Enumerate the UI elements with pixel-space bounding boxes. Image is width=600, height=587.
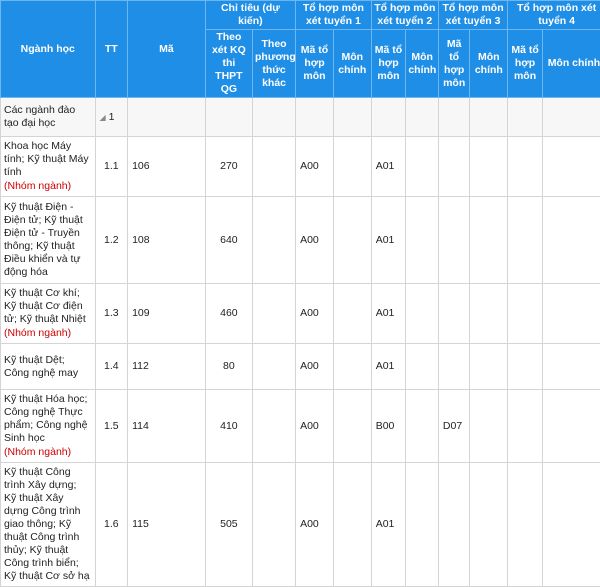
row-th2: A01 [371,137,406,197]
row-mc3 [470,284,508,344]
row-name [1,344,96,390]
row-chi-tieu-thpt: 270 [205,137,252,197]
row-mc1 [333,463,371,587]
row-name [1,390,96,463]
table-row[interactable] [1,463,600,587]
row-mc1 [333,284,371,344]
header-chi-tieu: Chỉ tiêu (dự kiến) [205,1,295,30]
row-chi-tieu-khac [253,344,296,390]
row-th4 [508,137,543,197]
row-th4 [508,197,543,284]
row-th3 [438,137,470,197]
row-mc2 [406,197,439,284]
row-th2: A01 [371,284,406,344]
table-row[interactable] [1,197,600,284]
row-tt: 1.4 [95,344,128,390]
row-chi-tieu-thpt: 505 [205,463,252,587]
row-th1: A00 [296,284,334,344]
row-tt: 1.6 [95,463,128,587]
row-th3: D07 [438,390,470,463]
row-ma: 114 [128,390,206,463]
row-mc3 [470,390,508,463]
row-chi-tieu-thpt [205,98,252,137]
header-tt[interactable]: TT [95,1,128,98]
row-ma: 109 [128,284,206,344]
header-ma-to-hop-2[interactable]: Mã tổ hợp môn [371,30,406,98]
table-row[interactable] [1,344,600,390]
row-mc4 [542,284,600,344]
row-chi-tieu-khac [253,197,296,284]
row-th4 [508,344,543,390]
row-mc2 [406,284,439,344]
row-mc4 [542,98,600,137]
header-to-hop-3: Tổ hợp môn xét tuyển 3 [438,1,507,30]
row-tt: 1.1 [95,137,128,197]
row-chi-tieu-thpt: 640 [205,197,252,284]
row-th3 [438,98,470,137]
row-tt [95,98,128,137]
row-mc4 [542,390,600,463]
header-mon-chinh-3[interactable]: Môn chính [470,30,508,98]
row-th2: B00 [371,390,406,463]
table-row[interactable] [1,284,600,344]
row-th2: A01 [371,344,406,390]
row-name [1,463,96,587]
header-ma[interactable]: Mã [128,1,206,98]
row-ma: 112 [128,344,206,390]
row-chi-tieu-khac [253,390,296,463]
row-name-text: Kỹ thuật Dệt; Công nghệ may [4,354,78,379]
row-mc1 [333,137,371,197]
header-theo-xet-kq[interactable]: Theo xét KQ thi THPT QG [205,30,252,98]
header-ma-to-hop-4[interactable]: Mã tổ hợp môn [508,30,543,98]
header-mon-chinh-4[interactable]: Môn chính [542,30,600,98]
row-th3 [438,463,470,587]
row-name [1,197,96,284]
row-mc4 [542,137,600,197]
row-th1: A00 [296,344,334,390]
row-tt: 1.5 [95,390,128,463]
header-to-hop-1: Tổ hợp môn xét tuyển 1 [296,1,372,30]
row-group-label: (Nhóm ngành) [4,180,91,193]
row-tt: 1.2 [95,197,128,284]
row-mc3 [470,344,508,390]
row-chi-tieu-khac [253,137,296,197]
header-to-hop-2: Tổ hợp môn xét tuyển 2 [371,1,438,30]
row-th2: A01 [371,463,406,587]
row-th4 [508,463,543,587]
row-th4 [508,390,543,463]
row-th4 [508,98,543,137]
row-ma: 108 [128,197,206,284]
row-mc2 [406,98,439,137]
row-th1: A00 [296,390,334,463]
row-th1: A00 [296,137,334,197]
row-th1: A00 [296,197,334,284]
row-ma [128,98,206,137]
row-group-label: (Nhóm ngành) [4,327,91,340]
row-name-text: Kỹ thuật Cơ khí; Kỹ thuật Cơ điện tử; Kỹ thuật Nhiệt [4,287,86,325]
table-header [1,1,600,98]
row-name-text: Kỹ thuật Hóa học; Công nghệ Thực phẩm; Công nghệ Sinh học [4,393,87,444]
row-tt: 1.3 [95,284,128,344]
header-ma-to-hop-3[interactable]: Mã tổ hợp môn [438,30,470,98]
row-mc3 [470,137,508,197]
header-theo-phuong-thuc[interactable]: Theo phương thức khác [253,30,296,98]
table-body [1,98,600,587]
table-row[interactable] [1,390,600,463]
row-ma: 115 [128,463,206,587]
row-th4 [508,284,543,344]
row-mc1 [333,197,371,284]
row-mc2 [406,390,439,463]
row-name: Các ngành đào tạo đại học [1,98,96,137]
row-th3 [438,197,470,284]
table-row[interactable] [1,137,600,197]
row-th3 [438,284,470,344]
row-th2 [371,98,406,137]
header-mon-chinh-1[interactable]: Môn chính [333,30,371,98]
row-mc2 [406,344,439,390]
row-mc4 [542,344,600,390]
row-chi-tieu-khac [253,98,296,137]
row-mc1 [333,390,371,463]
row-name-text: Khoa học Máy tính; Kỹ thuật Máy tính [4,140,89,178]
row-group-label: (Nhóm ngành) [4,446,91,459]
row-mc4 [542,197,600,284]
row-chi-tieu-khac [253,463,296,587]
row-chi-tieu-thpt: 80 [205,344,252,390]
row-name [1,137,96,197]
row-th2: A01 [371,197,406,284]
header-mon-chinh-2[interactable]: Môn chính [406,30,439,98]
row-th3 [438,344,470,390]
row-name-text: Kỹ thuật Điện - Điện tử; Kỹ thuật Điện tử - Truyền thông; Kỹ thuật Điều khiển và tự động hóa [4,201,83,278]
row-mc3 [470,463,508,587]
table-row-group[interactable] [1,98,600,137]
header-ma-to-hop-1[interactable]: Mã tổ hợp môn [296,30,334,98]
row-th1 [296,98,334,137]
row-name-text: Kỹ thuật Công trình Xây dựng; Kỹ thuật Xây dựng Công trình giao thông; Kỹ thuật Công trình thủy; Kỹ thuật Công trình biển; Kỹ thuật Cơ sở hạ [4,466,90,582]
row-chi-tieu-khac [253,284,296,344]
row-mc1 [333,344,371,390]
row-mc3 [470,98,508,137]
row-mc2 [406,463,439,587]
row-mc1 [333,98,371,137]
row-th1: A00 [296,463,334,587]
row-mc4 [542,463,600,587]
row-tt-value: 1 [109,111,115,123]
row-chi-tieu-thpt: 460 [205,284,252,344]
row-mc3 [470,197,508,284]
expand-icon[interactable]: ◢ [100,113,106,122]
row-ma: 106 [128,137,206,197]
row-chi-tieu-thpt: 410 [205,390,252,463]
row-mc2 [406,137,439,197]
header-to-hop-4: Tổ hợp môn xét tuyển 4 [508,1,600,30]
row-name [1,284,96,344]
header-nganh-hoc[interactable]: Ngành học [1,1,96,98]
